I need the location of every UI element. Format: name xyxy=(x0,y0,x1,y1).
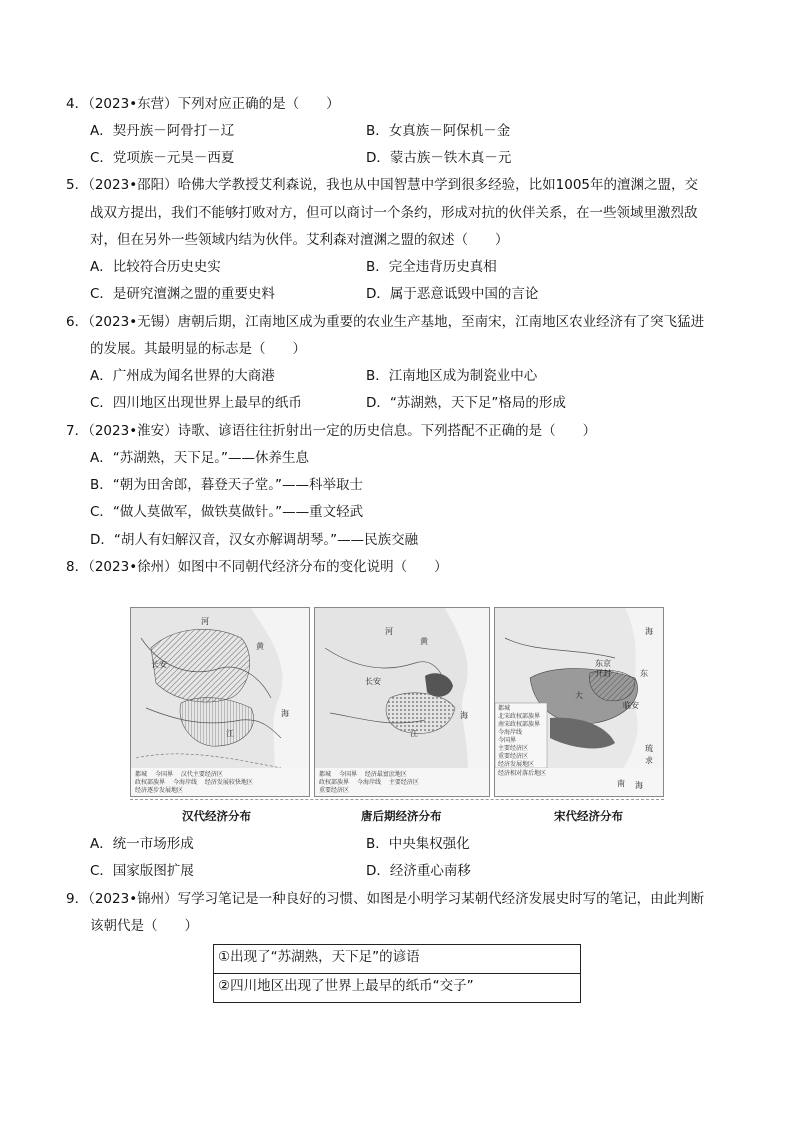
han-legend-regime: 政权部族界 xyxy=(135,779,166,786)
note-divider xyxy=(214,973,580,974)
q9-stem-line-1: 9．（2023•锦州）写学习笔记是一种良好的习惯、如图是小明学习某朝代经济发展史时写的笔记，由此判断 xyxy=(66,891,705,907)
song-label-da: 大 xyxy=(575,691,583,700)
q5-option-d[interactable]: D．属于恶意诋毁中国的言论 xyxy=(366,286,539,302)
han-map xyxy=(130,607,310,797)
song-legend xyxy=(498,705,548,769)
song-label-hai-1: 海 xyxy=(645,627,653,636)
q5-stem-line-1: 5．（2023•邵阳）哈佛大学教授艾利森说，我也从中国智慧中学到很多经验，比如1005年的澶渊之盟，交 xyxy=(66,177,699,193)
han-label-huang: 黄 xyxy=(256,642,264,651)
q7-option-b[interactable]: B．“朝为田舍郎，暮登天子堂。”——科举取士 xyxy=(90,477,363,493)
song-legend-main: 主要经济区 xyxy=(498,745,529,752)
han-legend-fast: 经济发展较快地区 xyxy=(204,779,253,786)
song-label-dong: 东 xyxy=(640,669,648,678)
song-legend-capital: 都城 xyxy=(498,705,511,712)
q5-stem-line-2: 战双方提出，我们不能够打败对方，但可以商讨一个条约，形成对抗的伙伴关系，在一些领域里激烈敌 xyxy=(90,205,698,221)
caption-han: 汉代经济分布 xyxy=(182,809,251,823)
song-label-nan: 南 xyxy=(617,779,625,788)
han-label-jiang: 江 xyxy=(226,729,234,738)
q4-option-a[interactable]: A．契丹族－阿骨打－辽 xyxy=(90,123,235,139)
tang-legend-regime: 政权部族界 xyxy=(319,779,350,786)
han-label-hai: 海 xyxy=(281,709,289,718)
q4-option-d[interactable]: D．蒙古族－铁木真－元 xyxy=(366,150,512,166)
economic-distribution-maps xyxy=(130,607,664,805)
q6-option-c[interactable]: C．四川地区出现世界上最早的纸币 xyxy=(90,395,302,411)
tang-legend-capital: 都城 xyxy=(319,771,332,778)
tang-map-graphic xyxy=(315,608,489,796)
han-map-graphic xyxy=(131,608,309,796)
q9-stem-line-2: 该朝代是（ ） xyxy=(90,918,198,934)
q7-option-c[interactable]: C．“做人莫做军，做铁莫做针。”——重文轻武 xyxy=(90,504,364,520)
q5-option-a[interactable]: A．比较符合历史史实 xyxy=(90,259,221,275)
han-label-he: 河 xyxy=(201,617,209,626)
q8-option-c[interactable]: C．国家版图扩展 xyxy=(90,863,194,879)
song-legend-coast: 今海岸线 xyxy=(498,729,523,736)
study-note-box xyxy=(213,944,581,1003)
note-item-1: ①出现了“苏湖熟，天下足”的谚语 xyxy=(218,949,420,965)
tang-legend-rich: 经济最富庶地区 xyxy=(364,771,407,778)
maps-divider xyxy=(130,799,664,800)
song-legend-extra xyxy=(498,770,658,778)
tang-legend-border: 今国界 xyxy=(338,771,357,778)
q7-option-a[interactable]: A．“苏湖熟，天下足。”——休养生息 xyxy=(90,450,309,466)
song-label-dongjing: 东京 xyxy=(595,659,611,668)
q7-option-d[interactable]: D．“胡人有妇解汉音，汉女亦解调胡琴。”——民族交融 xyxy=(90,532,419,548)
q8-option-a[interactable]: A．统一市场形成 xyxy=(90,836,194,852)
song-map xyxy=(494,607,664,797)
han-legend-main: 汉代主要经济区 xyxy=(180,771,223,778)
tang-label-he: 河 xyxy=(385,627,393,636)
q6-option-d[interactable]: D．“苏湖熟，天下足”格局的形成 xyxy=(366,395,566,411)
tang-label-jiang: 江 xyxy=(410,729,418,738)
han-legend xyxy=(135,771,307,795)
tang-label-hai: 海 xyxy=(460,711,468,720)
q5-option-c[interactable]: C．是研究澶渊之盟的重要史料 xyxy=(90,286,275,302)
q8-stem: 8．（2023•徐州）如图中不同朝代经济分布的变化说明（ ） xyxy=(66,559,448,575)
han-legend-gradual: 经济逐步发展地区 xyxy=(135,787,184,794)
song-legend-south: 南宋政权部族界 xyxy=(498,721,541,728)
q8-option-b[interactable]: B．中央集权强化 xyxy=(366,836,470,852)
han-legend-capital: 都城 xyxy=(135,771,148,778)
han-legend-border: 今国界 xyxy=(154,771,173,778)
tang-label-changan: 长安 xyxy=(365,677,381,686)
song-legend-border: 今国界 xyxy=(498,737,517,744)
song-legend-north: 北宋政权部族界 xyxy=(498,713,541,720)
song-label-hai-2: 海 xyxy=(635,781,643,790)
song-label-qiu: 求 xyxy=(645,756,653,765)
caption-song: 宋代经济分布 xyxy=(554,809,623,823)
tang-legend-important: 重要经济区 xyxy=(319,787,350,794)
q6-option-b[interactable]: B．江南地区成为制瓷业中心 xyxy=(366,368,538,384)
q6-stem-line-1: 6．（2023•无锡）唐朝后期，江南地区成为重要的农业生产基地，至南宋，江南地区农业经济有了突飞猛进 xyxy=(66,314,705,330)
song-label-liu: 琉 xyxy=(645,744,653,753)
tang-map xyxy=(314,607,490,797)
q4-option-c[interactable]: C．党项族－元昊－西夏 xyxy=(90,150,235,166)
q4-option-b[interactable]: B．女真族－阿保机－金 xyxy=(366,123,511,139)
tang-legend xyxy=(319,771,487,795)
tang-legend-main: 主要经济区 xyxy=(388,779,419,786)
tang-label-huang: 黄 xyxy=(420,637,428,646)
song-legend-backward: 经济相对落后地区 xyxy=(498,770,547,777)
tang-legend-coast: 今海岸线 xyxy=(356,779,381,786)
caption-tang: 唐后期经济分布 xyxy=(361,809,442,823)
q8-option-d[interactable]: D．经济重心南移 xyxy=(366,863,471,879)
q4-stem: 4．（2023•东营）下列对应正确的是（ ） xyxy=(66,96,340,112)
han-label-changan: 长安 xyxy=(151,660,167,669)
q6-option-a[interactable]: A．广州成为闻名世界的大商港 xyxy=(90,368,275,384)
q5-stem-line-3: 对，但在另外一些领域内结为伙伴。艾利森对澶渊之盟的叙述（ ） xyxy=(90,232,509,248)
song-label-kaifeng: 开封 xyxy=(595,669,611,678)
q6-stem-line-2: 的发展。其最明显的标志是（ ） xyxy=(90,341,306,357)
note-item-2: ②四川地区出现了世界上最早的纸币“交子” xyxy=(218,978,474,994)
song-legend-developing: 经济发展地区 xyxy=(498,761,535,768)
q7-stem: 7．（2023•淮安）诗歌、谚语往往折射出一定的历史信息。下列搭配不正确的是（ ） xyxy=(66,423,597,439)
song-label-linan: 临安 xyxy=(623,701,639,710)
han-legend-coast: 今海岸线 xyxy=(172,779,197,786)
song-legend-important: 重要经济区 xyxy=(498,753,529,760)
q5-option-b[interactable]: B．完全违背历史真相 xyxy=(366,259,497,275)
